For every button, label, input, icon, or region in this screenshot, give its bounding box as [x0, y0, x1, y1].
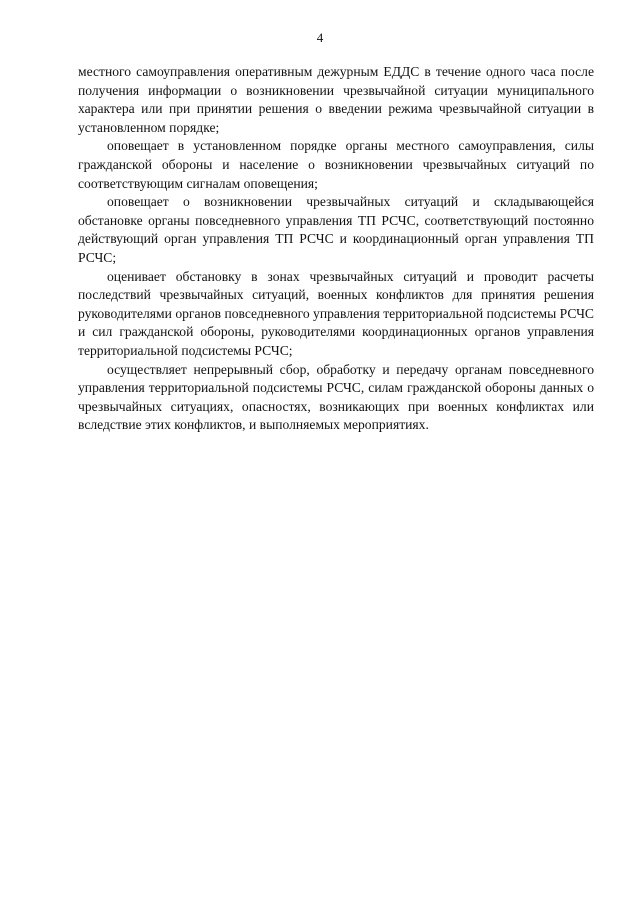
paragraph-notify-local-government: оповещает в установленном порядке органы местного самоуправления, силы гражданской обороны и население о возникновении чрезвычайных ситуаций по соответствующим сигналам оповещения; [78, 138, 594, 191]
document-body [78, 63, 594, 435]
paragraph-notify-management-bodies: оповещает о возникновении чрезвычайных ситуаций и складывающейся обстановке органы повседневного управления ТП РСЧС, соответствующий постоянно действующий орган управления ТП РСЧС и координационный орган управления ТП РСЧС; [78, 194, 594, 265]
paragraph-data-collection: осуществляет непрерывный сбор, обработку и передачу органам повседневного управления территориальной подсистемы РСЧС, силам гражданской обороны данных о чрезвычайных ситуациях, опасностях, возникающих при военных конфликтах или вследствие этих конфликтов, и выполняемых мероприятиях. [78, 361, 594, 433]
page-number: 4 [316, 30, 324, 45]
paragraph-assess-situation: оценивает обстановку в зонах чрезвычайных ситуаций и проводит расчеты последствий чрезвычайных ситуаций, военных конфликтов для принятия решения руководителями органов повседневного управления территориальной подсистемы РСЧС и сил гражданской обороны, руководителями координационных органов управления территориальной подсистемы РСЧС; [78, 268, 594, 358]
paragraph-continuation: местного самоуправления оперативным дежурным ЕДДС в течение одного часа после получения информации о возникновении чрезвычайной ситуации муниципального характера или при принятии решения о введении режима чрезвычайной ситуации в установленном порядке; [78, 64, 594, 135]
